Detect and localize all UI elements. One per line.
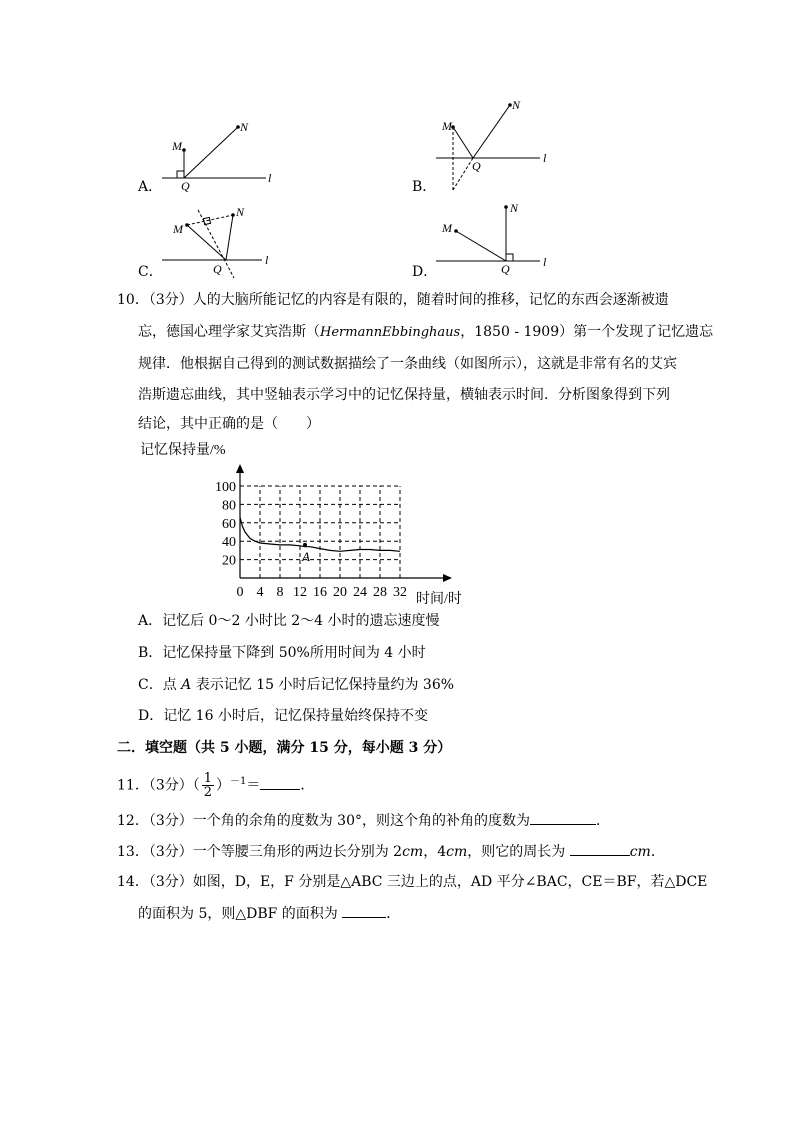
q13-unit: cm	[629, 844, 651, 860]
point-a-label: A	[302, 548, 310, 564]
q13-text: 13．（3分）一个等腰三角形的两边长分别为 2	[117, 844, 403, 860]
q12-answer-blank[interactable]	[530, 810, 596, 825]
point-a	[303, 543, 307, 547]
chart-x-axis-label: 时间/时	[416, 592, 462, 606]
chart-grid	[240, 486, 400, 578]
label-m: M	[172, 139, 182, 153]
y-tick-label: 20	[222, 553, 236, 569]
label-m: M	[173, 222, 183, 236]
q11-end: ．	[300, 777, 315, 794]
q13-text: ，4	[423, 844, 447, 860]
y-tick-label: 40	[222, 535, 236, 551]
q9-option-d-label[interactable]: D．	[412, 264, 438, 280]
q11-numerator: 1	[203, 771, 213, 787]
q11-denominator: 2	[203, 785, 213, 801]
chart-y-axis-label: 记忆保持量/%	[140, 443, 226, 458]
q10-option-b[interactable]: B．记忆保持量下降到 50%所用时间为 4 小时	[138, 645, 426, 661]
q10-option-a[interactable]: A．记忆后 0～2 小时比 2～4 小时的遗忘速度慢	[138, 613, 440, 629]
q10-stem-line-2	[138, 322, 713, 343]
label-q: Q	[472, 159, 481, 173]
q10-option-c[interactable]	[138, 675, 454, 695]
label-l: l	[268, 171, 272, 185]
label-q: Q	[213, 262, 222, 276]
q11-exponent: －1	[230, 776, 247, 787]
q11-equals: ＝	[246, 777, 261, 794]
x-tick-label: 28	[373, 585, 387, 600]
q13-answer-blank[interactable]	[570, 841, 630, 856]
label-m: M	[442, 221, 452, 235]
x-tick-label: 8	[276, 585, 284, 600]
section-2-title: 二．填空题（共 5 小题，满分 15 分，每小题 3 分）	[117, 740, 452, 756]
q9-option-c-label[interactable]: C．	[138, 264, 163, 280]
q11-suffix: ）	[216, 777, 231, 794]
chart-ticks	[215, 480, 407, 600]
label-q: Q	[181, 179, 190, 193]
x-axis-arrow-icon	[443, 574, 452, 582]
q9-option-b-label[interactable]: B．	[412, 179, 437, 195]
label-n: N	[240, 120, 249, 134]
label-n: N	[236, 205, 245, 219]
x-tick-label: 0	[236, 585, 244, 600]
q14-end: ．	[386, 906, 401, 922]
q12-end: ．	[596, 813, 610, 829]
y-tick-label: 100	[215, 480, 236, 495]
q11-prefix: 11．（3分）（	[117, 777, 200, 794]
x-tick-label: 16	[313, 585, 327, 600]
q10-option-c-text: C．点	[138, 677, 182, 693]
x-tick-label: 24	[353, 585, 367, 600]
q13	[117, 841, 665, 862]
q13-text: ，则它的周长为	[467, 844, 570, 860]
label-m: M	[442, 119, 452, 133]
x-tick-label: 12	[293, 585, 307, 600]
q13-unit: cm	[446, 844, 468, 860]
q11-answer-blank[interactable]	[260, 775, 300, 790]
q9-figure-d	[436, 201, 547, 276]
label-l: l	[543, 255, 547, 269]
q14-line-1: 14．（3分）如图，D，E，F 分别是△ABC 三边上的点，AD 平分∠BAC，CE＝BF，若△DCE	[117, 874, 708, 890]
q10-stem-line-1: 10．（3分）人的大脑所能记忆的内容是有限的，随着时间的推移，记忆的东西会逐渐被遗	[117, 292, 669, 308]
q13-end: ．	[650, 844, 665, 860]
q9-figure-a	[162, 120, 272, 193]
y-tick-label: 80	[222, 498, 236, 514]
q13-unit: cm	[402, 844, 424, 860]
label-l: l	[543, 151, 547, 165]
label-n: N	[510, 201, 519, 215]
q11	[117, 768, 315, 801]
x-tick-label: 32	[393, 585, 407, 600]
x-tick-label: 4	[256, 585, 264, 600]
q14-text: 的面积为 5，则△DBF 的面积为	[138, 906, 343, 922]
q10-option-d[interactable]: D．记忆 16 小时后，记忆保持量始终保持不变	[138, 708, 428, 724]
y-axis-arrow-icon	[236, 464, 244, 473]
q9-figure-c	[162, 205, 269, 278]
q10-option-c-point: A	[181, 677, 192, 693]
label-l: l	[265, 253, 269, 267]
q9-option-a-label[interactable]: A．	[138, 179, 163, 195]
y-tick-label: 60	[222, 516, 236, 532]
q10-text: ，1850 - 1909）第一个发现了记忆遗忘	[460, 324, 714, 340]
q12-text: 12．（3分）一个角的余角的度数为 30°，则这个角的补角的度数为	[117, 813, 530, 829]
q14-line-2	[138, 903, 400, 924]
q11-fraction	[202, 772, 214, 799]
forgetting-curve-chart	[130, 436, 470, 606]
q10-option-c-text: 表示记忆 15 小时后记忆保持量约为 36%	[191, 677, 455, 693]
q10-stem-line-4: 浩斯遗忘曲线，其中竖轴表示学习中的记忆保持量，横轴表示时间．分析图象得到下列	[138, 387, 670, 403]
label-q: Q	[501, 262, 510, 276]
q9-figures	[0, 0, 794, 290]
q12	[117, 810, 610, 831]
q9-figure-b	[436, 98, 547, 190]
q14-answer-blank[interactable]	[342, 903, 386, 918]
q10-stem-line-5: 结论，其中正确的是（ ）	[138, 416, 320, 432]
x-tick-label: 20	[333, 585, 347, 600]
label-n: N	[512, 98, 521, 112]
q10-stem-line-3: 规律．他根据自己得到的测试数据描绘了一条曲线（如图所示），这就是非常有名的艾宾	[138, 356, 677, 372]
q10-person-name: HermannEbbinghaus	[320, 325, 461, 340]
q10-text: 忘，德国心理学家艾宾浩斯（	[138, 324, 320, 340]
